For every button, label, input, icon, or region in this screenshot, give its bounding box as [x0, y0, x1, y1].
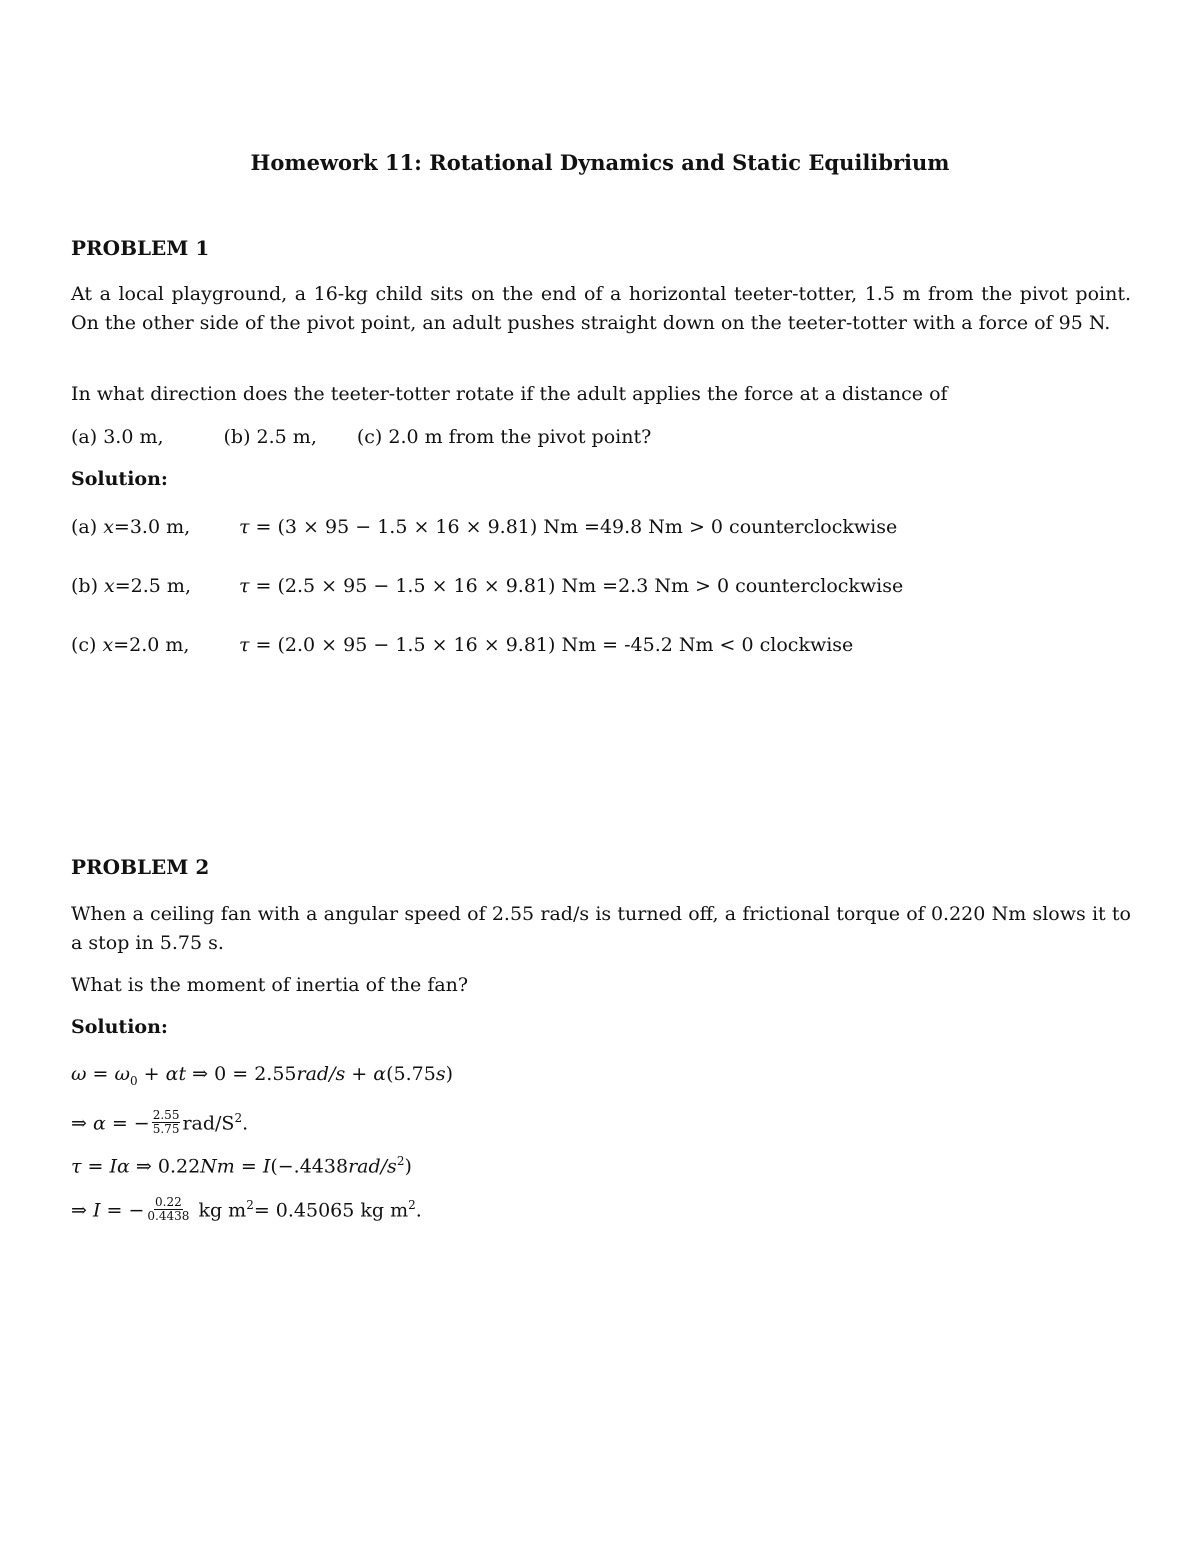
eq3-i-alpha: Iα [109, 1155, 130, 1178]
eq4-implies: ⇒ [71, 1199, 93, 1222]
eq3-close: ) [404, 1155, 412, 1178]
option-a: (a) 3.0 m, [71, 426, 164, 448]
equation-2 [71, 1105, 248, 1138]
eq3-sup: 2 [396, 1154, 405, 1168]
answer-a-var: x [103, 516, 114, 538]
problem-2-statement: When a ceiling fan with a angular speed of 2.55 rad/s is turned off, a frictional torque of 0.220 Nm slows it to a stop in 5.75 s. [71, 903, 1131, 954]
page-title: Homework 11: Rotational Dynamics and Static Equilibrium [250, 150, 950, 175]
answer-a-prefix: (a) [71, 516, 104, 538]
eq4-fraction [146, 1196, 190, 1223]
eq3-tau: τ [71, 1155, 82, 1178]
eq2-numerator: 2.55 [152, 1107, 180, 1122]
answer-b-distance: =2.5 m, [114, 575, 191, 597]
eq1-alpha: α [373, 1063, 387, 1085]
problem-1-statement: At a local playground, a 16-kg child sits on the end of a horizontal teeter-totter, 1.5 m from the pivot point. On the other side of the pivot point, an adult pushes straight down on the teeter-totter with a force of 95 N. [71, 283, 1131, 334]
problem-1-heading: PROBLEM 1 [71, 236, 210, 260]
answer-b-prefix: (b) [71, 575, 105, 597]
eq3-i: I [262, 1155, 271, 1178]
answer-a [71, 514, 897, 540]
eq2-implies: ⇒ [71, 1112, 93, 1135]
eq4-result: = 0.45065 kg m [253, 1199, 409, 1222]
answer-a-expression: = (3 × 95 − 1.5 × 16 × 9.81) Nm =49.8 Nm > 0 counterclockwise [249, 516, 898, 538]
eq1-equals: = [86, 1063, 115, 1085]
eq2-denominator: 5.75 [152, 1121, 180, 1136]
eq2-sup: 2 [234, 1111, 243, 1125]
answer-c-tau: τ [239, 634, 250, 656]
eq3-rad-s: rad/s [348, 1155, 397, 1178]
eq2-equals: = − [105, 1112, 150, 1135]
eq1-s: s [435, 1063, 446, 1085]
eq4-i: I [92, 1199, 101, 1222]
problem-2-solution-label: Solution: [71, 1016, 168, 1038]
eq2-end: . [242, 1112, 249, 1135]
eq4-equals: = − [100, 1199, 145, 1222]
answer-b-expression: = (2.5 × 95 − 1.5 × 16 × 9.81) Nm =2.3 Nm > 0 counterclockwise [249, 575, 904, 597]
answer-a-tau: τ [239, 516, 250, 538]
answer-c-prefix: (c) [71, 634, 103, 656]
equation-3 [71, 1148, 412, 1179]
eq4-end: . [415, 1199, 422, 1222]
eq1-paren: (5.75 [386, 1063, 436, 1085]
eq2-alpha: α [92, 1112, 106, 1135]
eq3-rest: (−.4438 [270, 1155, 349, 1178]
eq1-close: ) [445, 1063, 453, 1085]
eq3-nm: Nm [200, 1155, 235, 1178]
eq4-sup1: 2 [246, 1198, 254, 1212]
eq3-equals: = [81, 1155, 110, 1178]
problem-2-heading: PROBLEM 2 [71, 855, 210, 879]
eq1-implies: ⇒ 0 = 2.55 [186, 1063, 297, 1085]
answer-c-expression: = (2.0 × 95 − 1.5 × 16 × 9.81) Nm = -45.2 Nm < 0 clockwise [249, 634, 854, 656]
problem-1-question: In what direction does the teeter-totter rotate if the adult applies the force at a distance of [71, 383, 948, 405]
eq2-fraction [152, 1109, 181, 1136]
eq4-unit1: kg m [192, 1199, 247, 1222]
eq2-unit: rad/S [182, 1112, 235, 1135]
eq4-numerator: 0.22 [155, 1194, 182, 1209]
eq1-sub0: 0 [130, 1073, 138, 1088]
option-b: (b) 2.5 m, [223, 426, 317, 448]
answer-b-tau: τ [239, 575, 250, 597]
answer-c [71, 632, 853, 658]
answer-c-var: x [102, 634, 114, 656]
eq1-rad-s: rad/s [296, 1063, 346, 1085]
answer-c-distance: =2.0 m, [113, 634, 190, 656]
problem-2-question: What is the moment of inertia of the fan? [71, 974, 469, 996]
answer-b [71, 573, 903, 599]
answer-b-var: x [104, 575, 115, 597]
equation-4 [71, 1192, 422, 1225]
eq4-sup2: 2 [408, 1198, 416, 1212]
answer-a-distance: =3.0 m, [113, 516, 191, 538]
eq1-omega: ω [71, 1063, 87, 1085]
eq1-omega0: ω [114, 1063, 130, 1085]
option-c: (c) 2.0 m from the pivot point? [356, 426, 652, 448]
eq4-denominator: 0.4438 [147, 1208, 190, 1223]
eq3-equals2: = [234, 1155, 263, 1178]
problem-1-solution-label: Solution: [71, 468, 168, 490]
eq1-plus: + [137, 1063, 166, 1085]
eq1-plus2: + [345, 1063, 374, 1085]
equation-1 [71, 1061, 453, 1094]
problem-1-options [71, 424, 651, 450]
eq3-implies: ⇒ 0.22 [129, 1155, 201, 1178]
eq1-alpha-t: αt [165, 1063, 187, 1085]
